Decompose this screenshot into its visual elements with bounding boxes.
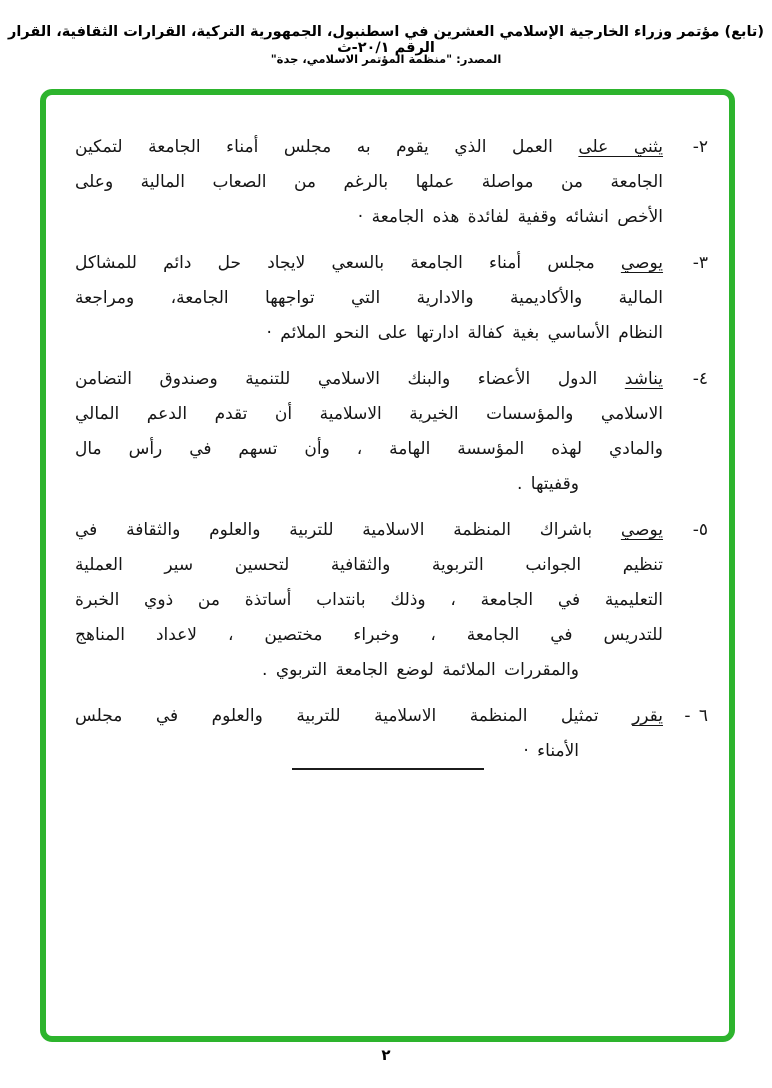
item-text [75,246,663,351]
text-line: التعليمية في الجامعة ، وذلك بانتداب أساتذة من ذوي الخبرة [75,590,663,610]
item-number: ٥- [692,520,708,540]
lead-word: يوصي [620,520,664,540]
text-line [75,513,663,548]
text-line: وقفيتها . [516,474,579,494]
text-line: الأخص انشائه وقفية لفائدة هذه الجامعة · [357,207,663,227]
lead-word: يناشد [624,369,663,389]
line-rest: تمثيل المنظمة الاسلامية للتربية والعلوم في مجلس [75,706,599,726]
line-rest: مجلس أمناء الجامعة بالسعي لايجاد حل دائم للمشاكل [75,253,595,273]
text-line: تنظيم الجوانب التربوية والثقافية لتحسين سير العملية [75,555,663,575]
text-line: والمقررات الملائمة لوضع الجامعة التربوي . [262,660,579,680]
resolution-item-5 [75,513,708,688]
item-number: ٢- [692,137,708,157]
item-text [75,513,663,688]
item-text [75,699,663,769]
text-line: للتدريس في الجامعة ، وخبراء مختصين ، لاعداد المناهج [75,625,663,645]
text-line: الأمناء · [523,741,579,761]
page-number: ٢ [381,1046,391,1064]
item-text [75,130,663,235]
resolution-item-6 [75,699,708,769]
item-text [75,362,663,502]
lead-word: يثني على [578,137,664,157]
resolution-body [75,130,708,780]
line-rest: العمل الذي يقوم به مجلس أمناء الجامعة لتمكين [75,137,553,157]
resolution-item-2 [75,130,708,235]
resolution-item-4 [75,362,708,502]
text-line [75,246,663,281]
line-rest: الدول الأعضاء والبنك الاسلامي للتنمية وصندوق التضامن [75,369,598,389]
item-number: ٣- [692,253,708,273]
text-line: المالية والأكاديمية والادارية التي تواجهها الجامعة، ومراجعة [75,288,663,308]
text-line: النظام الأساسي بغية كفالة ادارتها على النحو الملائم · [266,323,663,343]
text-line [75,130,663,165]
document-header-title: (تابع) مؤتمر وزراء الخارجية الإسلامي العشرين في اسطنبول، الجمهورية التركية، القرارات الثقافية، القرار الرقم ٢٠/١-ث [7,24,764,56]
lead-word: يوصي [620,253,664,273]
end-of-text-divider [292,768,484,770]
line-rest: باشراك المنظمة الاسلامية للتربية والعلوم والثقافة في [75,520,593,540]
text-line [75,362,663,397]
text-line [75,699,663,734]
item-number: ٦ - [684,706,708,726]
item-number: ٤- [692,369,708,389]
text-line: الاسلامي والمؤسسات الخيرية الاسلامية أن تقدم الدعم المالي [75,404,663,424]
resolution-item-3 [75,246,708,351]
text-line: الجامعة من مواصلة عملها بالرغم من الصعاب المالية وعلى [75,172,663,192]
text-line: والمادي لهذه المؤسسة الهامة ، وأن تسهم في رأس مال [75,439,663,459]
lead-word: يقرر [632,706,663,726]
document-header-source: المصدر: "منظمة المؤتمر الاسلامي، جدة" [270,52,502,66]
